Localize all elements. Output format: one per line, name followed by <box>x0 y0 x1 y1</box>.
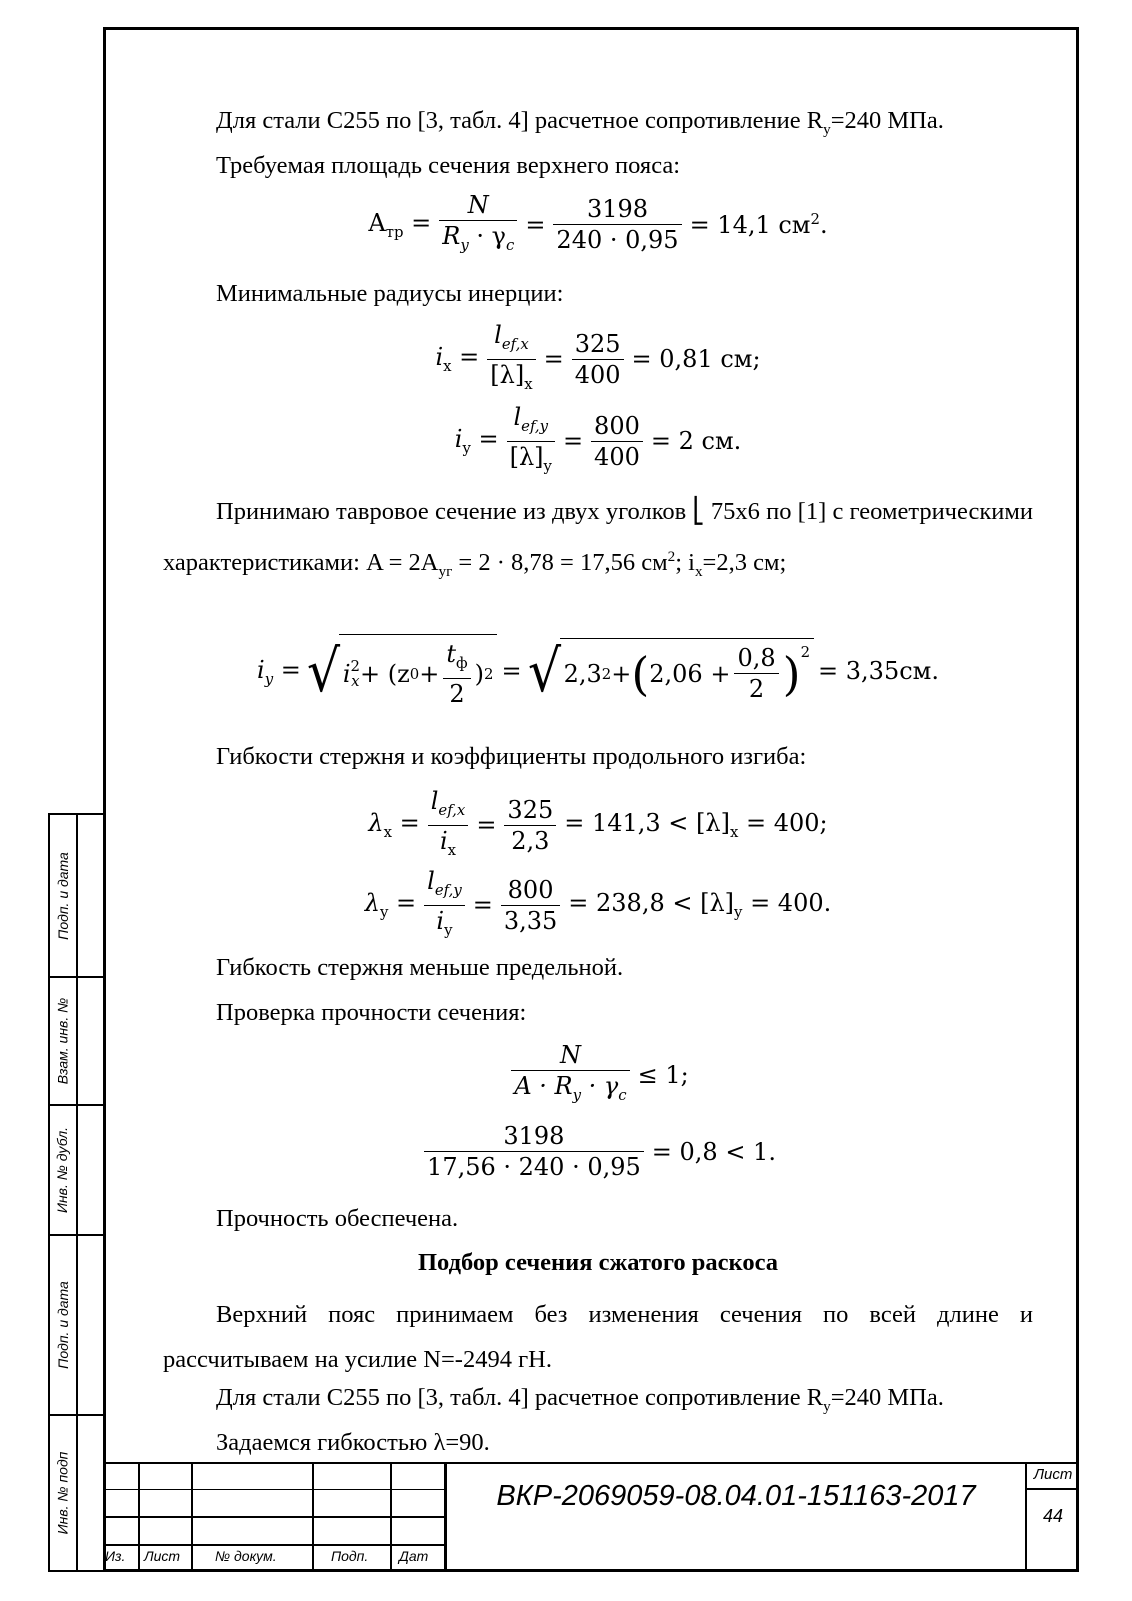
side-label-dup-inv: Инв. № дубл. <box>54 1126 71 1214</box>
paragraph-required-area: Требуемая площадь сечения верхнего пояса: <box>216 152 681 179</box>
header-signature: Подп. <box>331 1548 369 1564</box>
formula-strength-check: $\frac{N}{A \cdot R_y \cdot \gamma_c}$ ≤ 1; <box>163 1040 1033 1110</box>
header-change: Из. <box>105 1548 126 1564</box>
paragraph-tee-section: Принимаю тавровое сечение из двух уголков ⎣ 75х6 по [1] с геометрическими характеристиками: $A = 2A_{уг} = 2 \cdot 8,78 = 17,56$ $см^2$; $i_x=2,3$ см; <box>163 498 1033 581</box>
formula-iy: $i_y$ = $\frac{l_{ef,y}}{[\lambda]_y}$ = $\frac{800}{400}$ = 2 см. <box>454 403 742 475</box>
paragraph-upper-chord: Верхний пояс принимаем без изменения сечения по всей длине и рассчитываем на усилие N=-2494 гН. <box>163 1301 1033 1373</box>
sheet-number: 44 <box>1042 1506 1064 1526</box>
formula-lambda-x: $\lambda_x$ = $\frac{l_{ef,x}}{i_x}$ = $\frac{325}{2,3}$ = $141,3 < [\lambda]_x = 400$; <box>368 787 828 859</box>
paragraph-steel-resistance: Для стали С255 по [3, табл. 4] расчетное сопротивление $R_y=240$ МПа. <box>216 107 944 138</box>
side-label-sign-date-2: Подп. и дата <box>54 1281 71 1369</box>
side-label-sign-date-1: Подп. и дата <box>54 851 71 940</box>
paragraph-min-radii: Минимальные радиусы инерции: <box>216 280 564 307</box>
paragraph-steel-resistance-2: Для стали С255 по [3, табл. 4] расчетное сопротивление $R_y=240$ МПа. <box>216 1384 944 1415</box>
formula-iy-radius: $i_y$ = √ i 2 x + (z 0 + $\frac{t_ф}{2}$ ) 2 = √ 2,3 2 + ( 2,06 + $\frac{0,8}{2}$ ) $^2$ = 3,35см. <box>163 634 1033 709</box>
header-sheet: Лист <box>144 1548 181 1564</box>
formula-required-area: $A_{тр}$ = $\frac{N}{R_y \cdot \gamma_c}$ = $\frac{3198}{240 \cdot 0,95}$ = 14,1 $см^2$. <box>368 191 828 255</box>
paragraph-strength-check: Проверка прочности сечения: <box>216 999 527 1026</box>
formula-ix: $i_x$ = $\frac{l_{ef,x}}{[\lambda]_x}$ = $\frac{325}{400}$ = 0,81 см; <box>435 321 761 393</box>
paragraph-strength-ok: Прочность обеспечена. <box>216 1205 459 1232</box>
formula-lambda-y: $\lambda_y$ = $\frac{l_{ef,y}}{i_y}$ = $\frac{800}{3,35}$ = $238,8 < [\lambda]_y = 400$. <box>364 867 832 939</box>
paragraph-slenderness: Гибкости стержня и коэффициенты продольного изгиба: <box>216 743 807 770</box>
side-stamp-divider <box>76 813 78 1572</box>
side-label-orig-inv: Инв. № подп <box>54 1451 71 1535</box>
formula-strength-result: $\frac{3198}{17,56 \cdot 240 \cdot 0,95}$ = 0,8 < 1. <box>163 1121 1033 1182</box>
title-block <box>103 1462 1079 1572</box>
header-date: Дат <box>399 1548 429 1564</box>
paragraph-slenderness-set: Задаемся гибкостью λ=90. <box>216 1429 490 1456</box>
header-doc-number: № докум. <box>215 1548 277 1564</box>
sheet-label: Лист <box>1033 1466 1073 1483</box>
section-heading: Подбор сечения сжатого раскоса <box>418 1249 778 1276</box>
side-label-replace-inv: Взам. инв. № <box>54 997 71 1085</box>
document-code: ВКР-2069059-08.04.01-151163-2017 <box>496 1480 976 1512</box>
paragraph-slenderness-ok: Гибкость стержня меньше предельной. <box>216 954 624 981</box>
